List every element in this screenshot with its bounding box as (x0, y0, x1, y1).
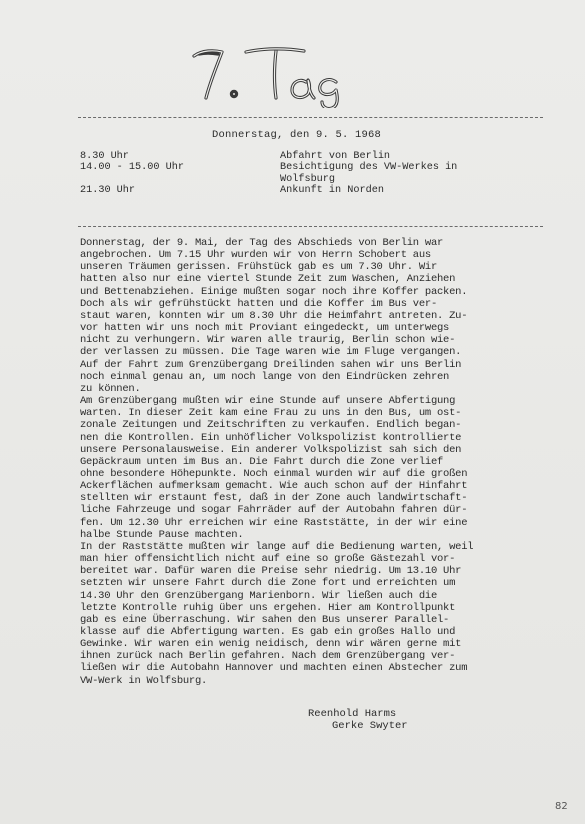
body-line: letzte Kontrolle ruhig über uns ergehen. Hier am Kontrollpunkt (80, 601, 456, 614)
handwritten-title (188, 38, 368, 108)
body-line: staut waren, konnten wir um 8.30 Uhr die Heimfahrt antreten. Zu- (80, 309, 468, 322)
body-line: liche Fahrzeuge und sogar Fahrräder auf der Autobahn fahren dür- (80, 504, 468, 517)
body-line: nen die Kontrollen. Ein unhöflicher Volkspolizist kontrollierte (80, 431, 462, 444)
schedule-activity: Abfahrt von Berlin (280, 151, 391, 162)
body-line: bereitet war. Dafür waren die Preise sehr niedrig. Um 13.10 Uhr (80, 565, 462, 578)
body-line: und Bettenabziehen. Einige mußten sogar noch ihre Koffer packen. (80, 285, 468, 298)
divider (78, 226, 543, 227)
page-number: 82 (555, 801, 568, 812)
signatures (308, 708, 408, 732)
body-line: stellten wir erstaunt fest, daß in der Zone auch landwirtschaft- (80, 492, 468, 505)
signature-name: Gerke Swyter (332, 720, 408, 732)
body-line: gab es eine Überraschung. Wir sahen den Bus unserer Parallel- (80, 613, 450, 626)
body-line: nicht zu verhungern. Wir waren alle traurig, Berlin schon wie- (80, 334, 456, 347)
body-line: unsere Personalausweise. Ein anderer Volkspolizist sah sich den (80, 443, 462, 456)
body-line: angebrochen. Um 7.15 Uhr wurden wir von Herrn Schobert aus (80, 249, 431, 262)
body-line: ohne besondere Höhepunkte. Noch einmal wurden wir auf die großen (80, 467, 468, 480)
schedule-row (80, 151, 550, 162)
body-line: man hier offensichtlich nicht auf eine so große Gästezahl vor- (80, 553, 456, 566)
body-line: unseren Träumen gerissen. Frühstück gab es um 7.30 Uhr. Wir (80, 261, 438, 274)
schedule (80, 151, 550, 196)
body-line: vor hatten wir uns noch mit Proviant eingedeckt, um unterwegs (80, 322, 450, 335)
body-line: Auf der Fahrt zum Grenzübergang Dreilinden sahen wir uns Berlin (80, 358, 462, 371)
body-line: zonale Zeitungen und Zeitschriften zu verkaufen. Endlich began- (80, 419, 462, 432)
body-line: setzten wir unsere Fahrt durch die Zone fort und erreichten um (80, 577, 456, 590)
body-line: ließen wir die Autobahn Hannover und machten einen Abstecher zum (80, 662, 468, 675)
body-line: noch einmal genau an, um noch lange von den Eindrücken zehren (80, 370, 450, 383)
page-title (188, 38, 368, 108)
body-line: halbe Stunde Pause machten. (80, 528, 244, 541)
body-line: Ackerflächen aufmerksam gemacht. Wie auch schon auf der Hinfahrt (80, 480, 468, 493)
body-line: ihnen zurück nach Berlin gefahren. Nach dem Grenzübergang ver- (80, 650, 456, 663)
body-line: 14.30 Uhr den Grenzübergang Marienborn. Wir ließen auch die (80, 589, 438, 602)
schedule-time: 14.00 - 15.00 Uhr (80, 162, 184, 174)
body-line: Gewinke. Wir waren ein wenig neidisch, denn wir wären gerne mit (80, 638, 462, 651)
body-line: fen. Um 12.30 Uhr erreichen wir eine Raststätte, in der wir eine (80, 516, 468, 529)
body-line: klasse auf die Abfertigung warten. Es gab ein großes Hallo und (80, 626, 456, 638)
body-line: Donnerstag, der 9. Mai, der Tag des Abschieds von Berlin war (80, 237, 444, 249)
body-line: Gepäckraum unten im Bus an. Die Fahrt durch die Zone verlief (80, 455, 444, 468)
schedule-activity: Besichtigung des VW-Werkes in Wolfsburg (280, 162, 458, 185)
signature-name: Reenhold Harms (308, 708, 397, 720)
body-line: VW-Werk in Wolfsburg. (80, 674, 208, 687)
schedule-activity: Ankunft in Norden (280, 184, 384, 196)
schedule-time: 8.30 Uhr (80, 151, 129, 162)
body-line: hatten also nur eine viertel Stunde Zeit zum Waschen, Anziehen (80, 273, 456, 286)
schedule-row (80, 185, 550, 196)
body-line: Doch als wir gefrühstückt hatten und die Koffer im Bus ver- (80, 297, 438, 310)
divider (78, 117, 543, 118)
body-line: Am Grenzübergang mußten wir eine Stunde auf unsere Abfertigung (80, 395, 456, 408)
body-line: In der Raststätte mußten wir lange auf die Bedienung warten, weil (80, 540, 474, 553)
body-line: der verlassen zu müssen. Die Tage waren wie im Fluge vergangen. (80, 346, 462, 359)
date-line: Donnerstag, den 9. 5. 1968 (212, 129, 382, 141)
schedule-time: 21.30 Uhr (80, 184, 136, 196)
body-line: warten. In dieser Zeit kam eine Frau zu uns in den Bus, um ost- (80, 407, 462, 420)
body-line: zu können. (80, 382, 141, 395)
body-text (80, 237, 562, 687)
schedule-row (80, 162, 550, 185)
